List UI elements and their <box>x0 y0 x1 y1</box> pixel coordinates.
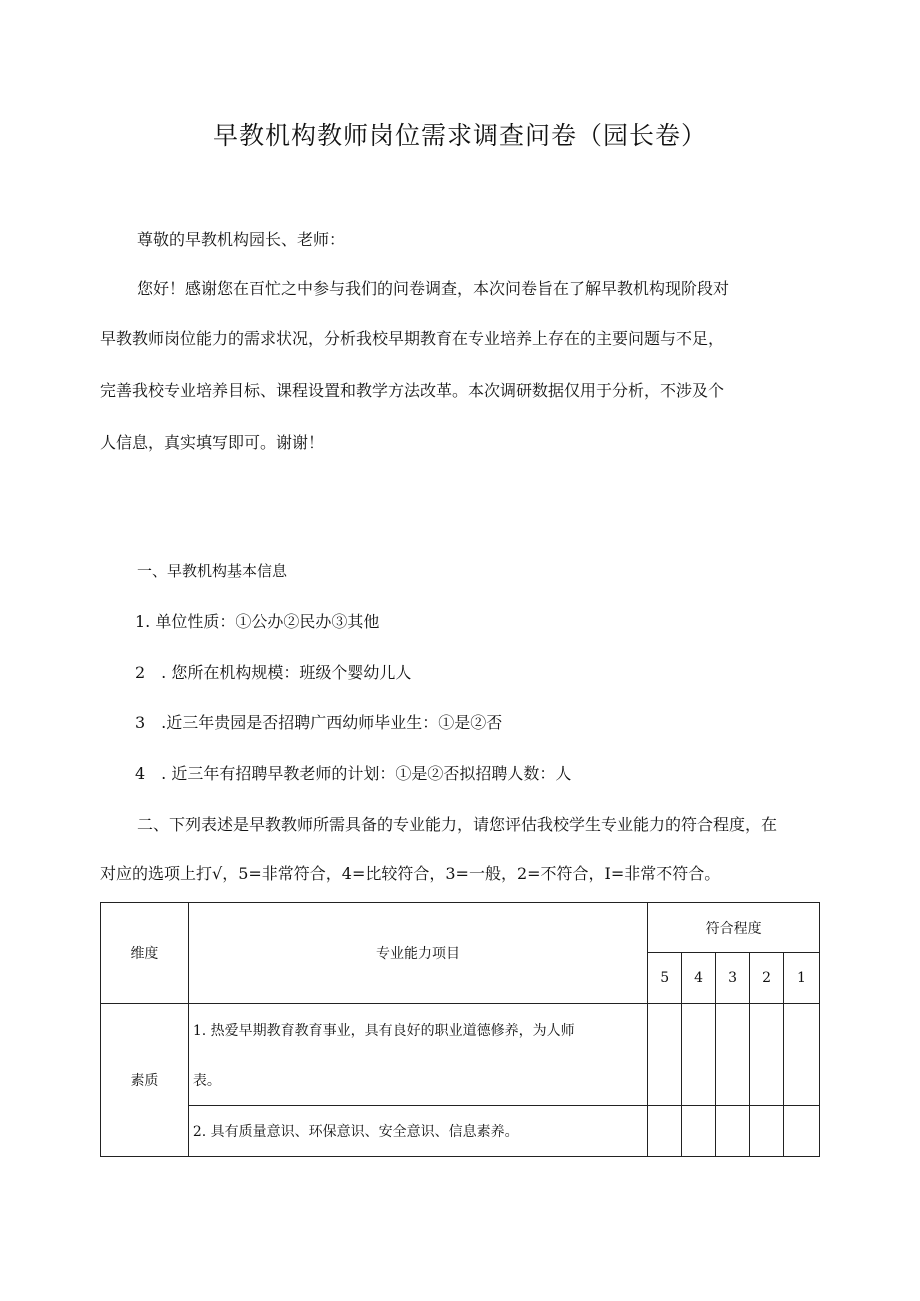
section-2-line-2: 对应的选项上打√，5=非常符合，4=比较符合，3=一般，2=不符合，I=非常不符合。 <box>100 864 721 883</box>
ability-item-1-line-1: 1. 热爱早期教育教育事业，具有良好的职业道德修养，为人师 <box>192 1022 575 1039</box>
header-ability-item: 专业能力项目 <box>188 903 647 1004</box>
scale-3: 3 <box>716 953 750 1004</box>
dimension-cell: 素质 <box>101 1004 189 1157</box>
question-4: 4 . 近三年有招聘早教老师的计划：①是②否拟招聘人数：人 <box>135 764 572 783</box>
document-title: 早教机构教师岗位需求调查问卷（园长卷） <box>212 121 707 150</box>
rating-cell[interactable] <box>682 1106 716 1157</box>
salutation: 尊敬的早教机构园长、老师： <box>137 230 346 249</box>
rating-cell[interactable] <box>750 1004 784 1106</box>
intro-line-1: 您好！感谢您在百忙之中参与我们的问卷调查，本次问卷旨在了解早教机构现阶段对 <box>137 279 730 298</box>
ability-item-2: 2. 具有质量意识、环保意识、安全意识、信息素养。 <box>188 1106 647 1157</box>
question-3: 3 .近三年贵园是否招聘广西幼师毕业生：①是②否 <box>135 713 503 732</box>
header-dimension: 维度 <box>101 903 189 1004</box>
rating-cell[interactable] <box>784 1004 820 1106</box>
intro-line-3: 完善我校专业培养目标、课程设置和教学方法改革。本次调研数据仅用于分析，不涉及个 <box>100 381 725 400</box>
ability-rating-table <box>100 902 820 1157</box>
question-2: 2 . 您所在机构规模：班级个婴幼儿人 <box>135 663 412 682</box>
section-2-line-1: 二、下列表述是早教教师所需具备的专业能力，请您评估我校学生专业能力的符合程度，在 <box>137 815 778 834</box>
intro-line-2: 早教教师岗位能力的需求状况，分析我校早期教育在专业培养上存在的主要问题与不足， <box>100 329 725 348</box>
scale-2: 2 <box>750 953 784 1004</box>
rating-cell[interactable] <box>716 1106 750 1157</box>
rating-cell[interactable] <box>648 1106 682 1157</box>
ability-item-1-line-2: 表。 <box>192 1072 221 1089</box>
intro-line-4: 人信息，真实填写即可。谢谢！ <box>100 433 325 452</box>
scale-5: 5 <box>648 953 682 1004</box>
rating-cell[interactable] <box>682 1004 716 1106</box>
rating-cell[interactable] <box>716 1004 750 1106</box>
rating-cell[interactable] <box>648 1004 682 1106</box>
section-1-heading: 一、早教机构基本信息 <box>137 562 288 580</box>
scale-1: 1 <box>784 953 820 1004</box>
rating-cell[interactable] <box>750 1106 784 1157</box>
scale-4: 4 <box>682 953 716 1004</box>
question-1: 1. 单位性质：①公办②民办③其他 <box>135 612 380 631</box>
ability-item-1 <box>188 1004 647 1106</box>
header-degree: 符合程度 <box>648 903 820 953</box>
rating-cell[interactable] <box>784 1106 820 1157</box>
